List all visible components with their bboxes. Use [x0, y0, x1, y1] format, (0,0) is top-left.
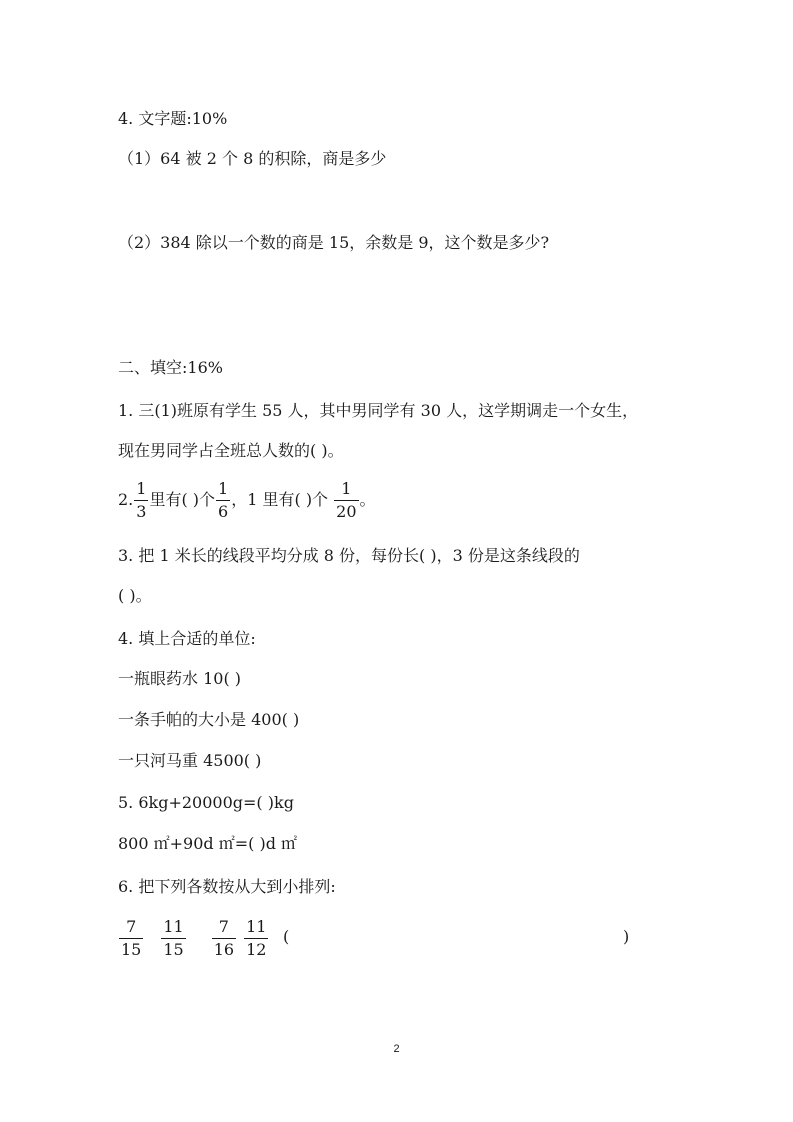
question-4-b: 一条手帕的大小是 400( ) — [118, 710, 300, 729]
fraction-11-15: $\frac{11}{15}$ — [163, 917, 184, 959]
section-fill-blank-title: 二、填空:16% — [118, 358, 223, 377]
word-problem-1: （1）64 被 2 个 8 的积除，商是多少 — [118, 149, 387, 168]
question-6-fractions — [118, 916, 269, 960]
page-number: 2 — [393, 1043, 400, 1055]
question-4-title: 4. 填上合适的单位: — [118, 629, 256, 648]
fraction-1-20: $\frac{1}{20}$ — [336, 479, 357, 521]
question-1-line-1: 1. 三(1)班原有学生 55 人，其中男同学有 30 人，这学期调走一个女生， — [118, 401, 639, 420]
question-3-line-1: 3. 把 1 米长的线段平均分成 8 份，每份长( )，3 份是这条线段的 — [118, 546, 580, 565]
question-1-line-2: 现在男同学占全班总人数的( )。 — [118, 441, 344, 460]
question-2-prefix: 2. — [118, 490, 134, 509]
fraction-7-15: $\frac{7}{15}$ — [121, 917, 142, 959]
word-problem-2: （2）384 除以一个数的商是 15，余数是 9，这个数是多少? — [118, 233, 550, 252]
fraction-11-12: $\frac{11}{12}$ — [246, 917, 267, 959]
answer-open-paren: ( — [283, 927, 290, 946]
question-4-c: 一只河马重 4500( ) — [118, 751, 262, 770]
section-4-title: 4. 文字题:10% — [118, 109, 228, 128]
fraction-1-6: $\frac{1}{6}$ — [218, 479, 229, 521]
question-4-a: 一瓶眼药水 10( ) — [118, 669, 242, 688]
question-5-a: 5. 6kg+20000g=( )kg — [118, 793, 294, 812]
fraction-1-3: $\frac{1}{3}$ — [136, 479, 147, 521]
fraction-7-16: $\frac{7}{16}$ — [213, 917, 235, 959]
question-2: 2. $\frac{1}{3}$ 里有( )个 $\frac{1}{6}$ ，1 里有( )个 $\frac{1}{20}$ 。 — [118, 479, 376, 521]
question-5-b: 800 ㎡+90d ㎡=( )d ㎡ — [118, 834, 298, 853]
answer-close-paren: ) — [623, 927, 630, 946]
question-3-line-2: ( )。 — [118, 586, 152, 605]
question-6-title: 6. 把下列各数按从大到小排列: — [118, 877, 336, 896]
